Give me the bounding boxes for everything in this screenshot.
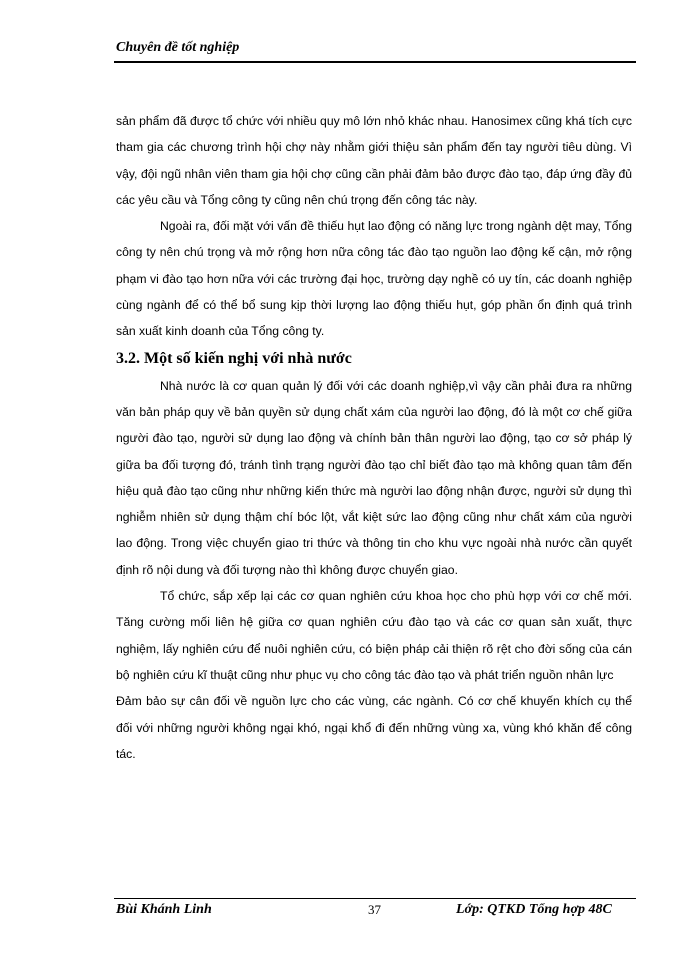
header-divider: [114, 61, 636, 63]
footer-class: Lớp: QTKD Tổng hợp 48C: [456, 902, 612, 917]
paragraph: Ngoài ra, đối mặt với vấn đề thiếu hụt lao động có năng lực trong ngành dệt may, Tổng công ty nên chú trọng và mở rộng hơn nữa công tác đào tạo nguồn lao động kế cận, mở rộng phạm vi đào tạo hơn nữa với các trường đại học, trường dạy nghề có uy tín, các doanh nghiệp cùng ngành để có thể bổ sung kịp thời lượng lao động thiếu hụt, góp phần ổn định quá trình sản xuất kinh doanh của Tổng công ty.: [116, 219, 632, 339]
page-number: 37: [368, 902, 381, 917]
paragraph: Đảm bảo sự cân đối về nguồn lực cho các vùng, các ngành. Có cơ chế khuyến khích cụ thể đối với những người không ngại khó, ngại khổ đi đến những vùng xa, vùng khó khăn để công tác.: [116, 694, 632, 761]
section-heading: 3.2. Một số kiến nghị với nhà nước: [116, 349, 352, 367]
paragraph: Tổ chức, sắp xếp lại các cơ quan nghiên cứu khoa học cho phù hợp với cơ chế mới. Tăng cường mối liên hệ giữa cơ quan nghiên cứu đào tạo và các cơ quan sản xuất, thực nghiệm, lấy nghiên cứu để nuôi nghiên cứu, có biện pháp cải thiện rõ rệt cho đời sống của cán bộ nghiên cứu kĩ thuật cũng như phục vụ cho công tác đào tạo và phát triển nguồn nhân lực: [116, 589, 632, 682]
paragraph: sản phẩm đã được tổ chức với nhiều quy mô lớn nhỏ khác nhau. Hanosimex cũng khá tích cực tham gia các chương trình hội chợ này nhằm giới thiệu sản phẩm đến tay người tiêu dùng. Vì vậy, đội ngũ nhân viên tham gia hội chợ cũng cần phải đảm bảo được đào tạo, đáp ứng đầy đủ các yêu cầu và Tổng công ty cũng nên chú trọng đến công tác này.: [116, 114, 632, 207]
document-body: [116, 108, 632, 767]
paragraph: Nhà nước là cơ quan quản lý đối với các doanh nghiệp,vì vậy cần phải đưa ra những văn bản pháp quy về bản quyền sử dụng chất xám của người lao động, đó là một cơ chế giữa người đào tạo, người sử dụng lao động và chính bản thân người lao động, tạo cơ sở pháp lý giữa ba đối tượng đó, tránh tình trạng người đào tạo chỉ biết đào tạo mà không quan tâm đến hiệu quả đào tạo cũng như những kiến thức mà người lao động nhận được, người sử dụng thì nghiễm nhiên sử dụng thậm chí bóc lột, vắt kiệt sức lao động cũng như chất xám của người lao động. Trong việc chuyển giao tri thức và thông tin cho khu vực ngoài nhà nước cần quyết định rõ nội dung và đối tượng nào thì không được chuyển giao.: [116, 378, 632, 577]
footer-author: Bùi Khánh Linh: [116, 902, 212, 917]
footer-divider: [114, 898, 636, 899]
page-header-title: Chuyên đề tốt nghiệp: [116, 40, 240, 55]
